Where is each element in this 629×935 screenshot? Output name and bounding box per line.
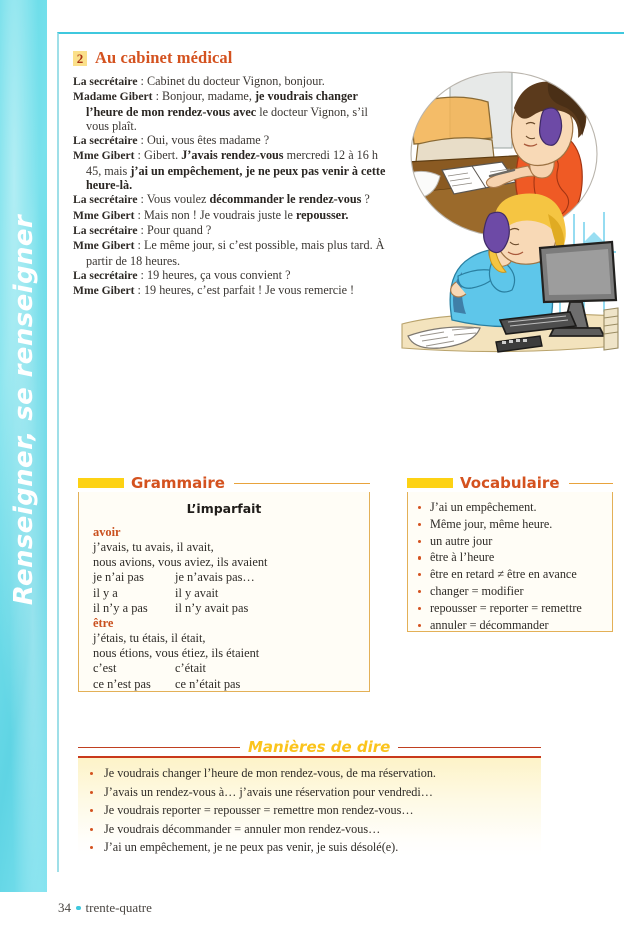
grammaire-block bbox=[78, 474, 370, 692]
grammaire-pair-present: je n’ai pas bbox=[93, 570, 144, 585]
manieres-header-rule-right bbox=[398, 747, 541, 748]
page-number: 34 bbox=[58, 900, 71, 915]
manieres-de-dire-block bbox=[78, 738, 541, 856]
grammaire-pair-row bbox=[79, 661, 369, 676]
vocabulaire-box bbox=[407, 492, 613, 632]
dialogue-line bbox=[73, 192, 393, 207]
grammaire-conjugation-line: nous avions, vous aviez, ils avaient bbox=[93, 555, 268, 570]
manieres-de-dire-header bbox=[78, 738, 541, 756]
grammaire-groups bbox=[79, 525, 369, 692]
dialogue-speaker: Mme Gibert bbox=[73, 149, 135, 163]
grammaire-pair-imparfait: il n’y avait pas bbox=[175, 600, 249, 615]
grammaire-pair-imparfait: il y avait bbox=[175, 585, 219, 600]
manieres-header-rule-left bbox=[78, 747, 240, 748]
medical-office-phone-call-illustration bbox=[398, 62, 620, 362]
grammaire-pair-present: c’est bbox=[93, 661, 117, 676]
dialogue-section bbox=[73, 48, 393, 298]
grammaire-conjugation-line: j’avais, tu avais, il avait, bbox=[93, 540, 214, 554]
grammaire-pair-row bbox=[79, 677, 369, 692]
manieres-de-dire-item: J’ai un empêchement, je ne peux pas venir, je suis désolé(e). bbox=[78, 838, 541, 857]
dialogue-speaker: Mme Gibert bbox=[73, 284, 135, 298]
page-number-word: trente-quatre bbox=[85, 900, 152, 915]
dialogue-text: : Pour quand ? bbox=[137, 222, 212, 237]
dialogue-line bbox=[73, 74, 393, 89]
manieres-de-dire-item: Je voudrais décommander = annuler mon rendez-vous… bbox=[78, 820, 541, 839]
dialogue-lines bbox=[73, 74, 393, 298]
dialogue-speaker: La secrétaire bbox=[73, 193, 138, 207]
dialogue-number-badge: 2 bbox=[73, 51, 87, 66]
vocabulaire-item: annuler = décommander bbox=[408, 617, 612, 634]
vocabulaire-item: repousser = reporter = remettre bbox=[408, 600, 612, 617]
vocabulaire-item: être en retard ≠ être en avance bbox=[408, 566, 612, 583]
dialogue-title: Au cabinet médical bbox=[95, 48, 233, 67]
grammaire-verb-heading: être bbox=[93, 616, 114, 631]
dialogue-speaker: Madame Gibert bbox=[73, 90, 153, 104]
grammaire-header-label: Grammaire bbox=[131, 474, 225, 492]
dialogue-text: : Cabinet du docteur Vignon, bonjour. bbox=[137, 74, 325, 88]
dialogue-line bbox=[73, 223, 393, 238]
dialogue-line bbox=[73, 133, 393, 148]
manieres-de-dire-box bbox=[78, 756, 541, 856]
dialogue-text: : Mais non ! Je voudrais juste le repousser. bbox=[134, 207, 349, 222]
grammaire-conjugation-line: j’étais, tu étais, il était, bbox=[93, 631, 206, 646]
grammaire-pair-row bbox=[79, 570, 369, 585]
grammaire-pair-present: ce n’est pas bbox=[93, 676, 151, 691]
chapter-side-tab bbox=[0, 0, 47, 892]
dialogue-line bbox=[73, 268, 393, 283]
dialogue-speaker: La secrétaire bbox=[73, 268, 138, 282]
vocabulaire-header-rule bbox=[569, 483, 614, 484]
dialogue-text: : 19 heures, ça vous convient ? bbox=[137, 267, 291, 282]
dialogue-line bbox=[73, 238, 393, 268]
dialogue-text: : Oui, vous êtes madame ? bbox=[137, 133, 270, 148]
grammaire-pair-imparfait: ce n’était pas bbox=[175, 676, 241, 691]
grammaire-pair-row bbox=[79, 601, 369, 616]
dialogue-speaker: Mme Gibert bbox=[73, 239, 135, 253]
vocabulaire-block bbox=[407, 474, 613, 632]
vocabulaire-item: J’ai un empêchement. bbox=[408, 499, 612, 516]
grammaire-pair-present: il y a bbox=[93, 585, 118, 600]
page-footer bbox=[58, 900, 152, 916]
vocabulaire-item: un autre jour bbox=[408, 533, 612, 550]
dialogue-text: : Vous voulez décommander le rendez-vous ? bbox=[137, 192, 370, 207]
grammaire-pair-imparfait: c’était bbox=[175, 661, 206, 676]
manieres-de-dire-item: Je voudrais changer l’heure de mon rendez-vous, de ma réservation. bbox=[78, 764, 541, 783]
vocabulaire-item: changer = modifier bbox=[408, 583, 612, 600]
manieres-de-dire-item: J’avais un rendez-vous à… j’avais une réservation pour vendredi… bbox=[78, 783, 541, 802]
vocabulaire-header-label: Vocabulaire bbox=[460, 474, 560, 492]
dialogue-line bbox=[73, 208, 393, 223]
grammaire-pair-row bbox=[79, 586, 369, 601]
dialogue-line bbox=[73, 148, 393, 192]
grammaire-verb-heading: avoir bbox=[93, 525, 121, 539]
dialogue-line bbox=[73, 89, 393, 133]
grammaire-header-rule bbox=[234, 483, 370, 484]
vocabulaire-header-bar bbox=[407, 478, 453, 488]
grammaire-subtitle: L’imparfait bbox=[186, 501, 262, 516]
grammaire-pair-present: il n’y a pas bbox=[93, 600, 148, 615]
dialogue-text: : Le même jour, si c’est possible, mais plus tard. À partir de 18 heures. bbox=[86, 238, 385, 268]
dialogue-text: : 19 heures, c’est parfait ! Je vous remercie ! bbox=[134, 283, 355, 298]
dialogue-speaker: La secrétaire bbox=[73, 75, 138, 88]
grammaire-box bbox=[78, 492, 370, 692]
vocabulaire-item: Même jour, même heure. bbox=[408, 516, 612, 533]
chapter-side-tab-label: Renseigner, se renseigner bbox=[8, 214, 39, 606]
dialogue-speaker: La secrétaire bbox=[73, 223, 138, 237]
dialogue-text: : Gibert. J’avais rendez-vous mercredi 12 à 16 h 45, mais j’ai un empêchement, je ne peux pas venir à cette heure-là. bbox=[86, 148, 386, 193]
grammaire-pair-imparfait: je n’avais pas… bbox=[175, 570, 255, 585]
dialogue-speaker: Mme Gibert bbox=[73, 208, 135, 222]
grammaire-conjugation-line: nous étions, vous étiez, ils étaient bbox=[93, 646, 260, 661]
dialogue-line bbox=[73, 283, 393, 298]
page-footer-dot-icon bbox=[76, 906, 81, 911]
dialogue-text: : Bonjour, madame, je voudrais changer l’heure de mon rendez-vous avec le docteur Vignon, s’il vous plaît. bbox=[86, 89, 368, 133]
vocabulaire-item: être à l’heure bbox=[408, 549, 612, 566]
dialogue-title-row bbox=[73, 48, 393, 68]
dialogue-speaker: La secrétaire bbox=[73, 134, 138, 148]
manieres-de-dire-header-label: Manières de dire bbox=[248, 738, 391, 756]
grammaire-header bbox=[78, 474, 370, 492]
manieres-de-dire-item: Je voudrais reporter = repousser = remettre mon rendez-vous… bbox=[78, 801, 541, 820]
vocabulaire-header bbox=[407, 474, 613, 492]
grammaire-header-bar bbox=[78, 478, 124, 488]
